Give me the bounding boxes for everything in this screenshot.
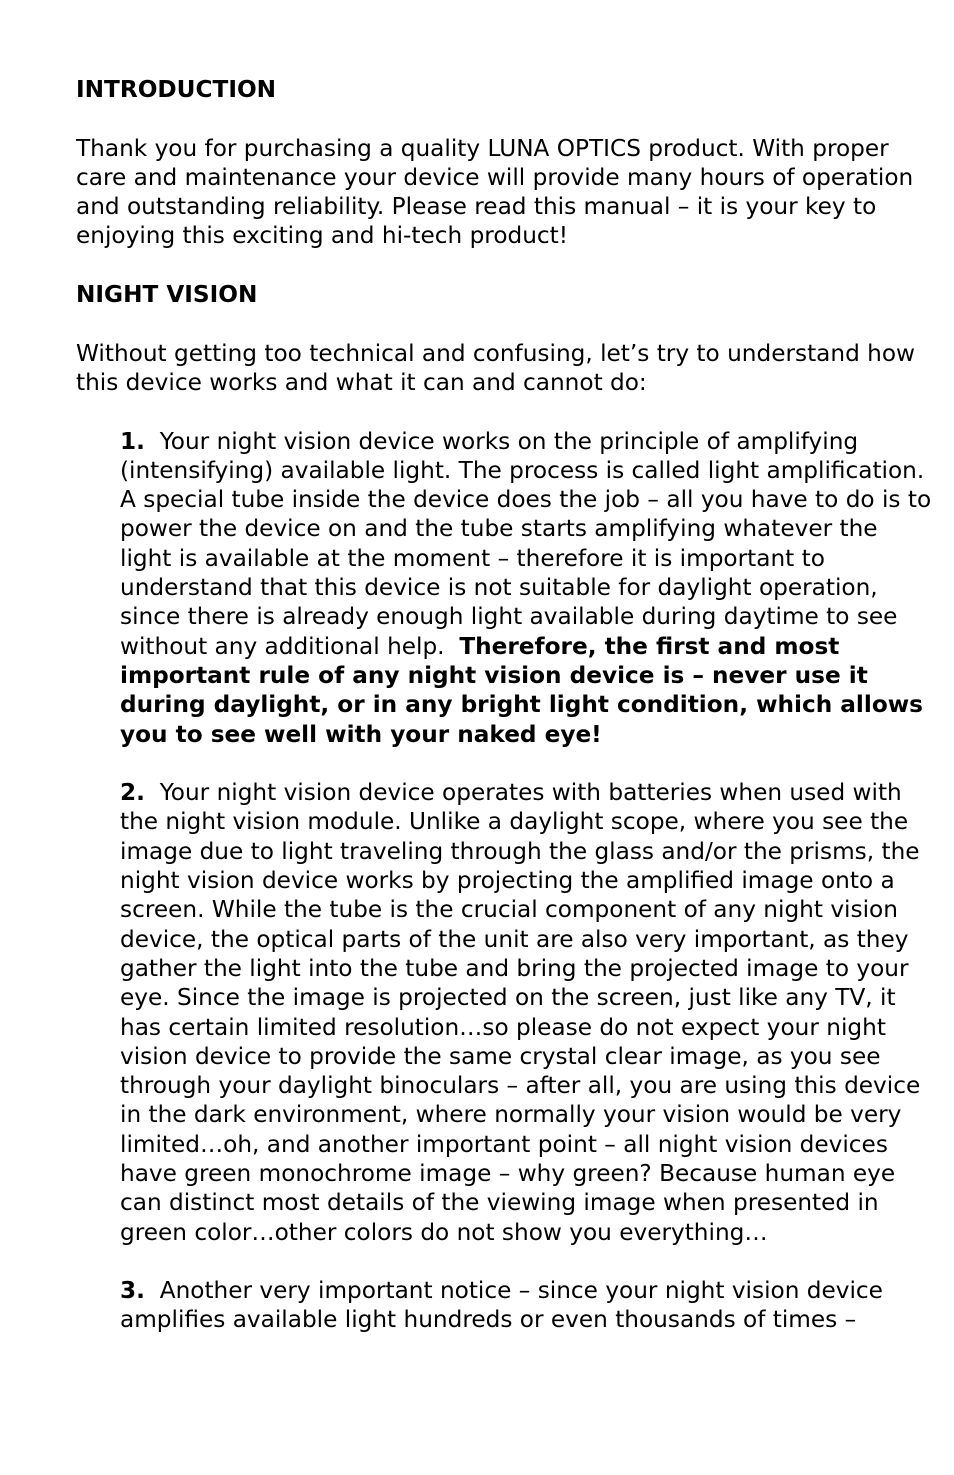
list-item-number: 1. [120, 427, 145, 455]
night-vision-intro-paragraph: Without getting too technical and confusing, let’s try to understand how this device works and what it can and cannot do: [76, 339, 916, 396]
introduction-heading: INTRODUCTION [76, 76, 277, 103]
list-item-number: 3. [120, 1277, 145, 1305]
important-rule-text: Therefore, the first and most important rule of any night vision device is – never use it during daylight, or in any bright light condition, which allows you to see well with your naked eye! [120, 632, 923, 748]
manual-page [76, 75, 936, 1364]
list-item-text: Another very important notice – since your night vision device amplifies available light hundreds or even thousands of times – [120, 1277, 883, 1334]
list-item-3 [120, 1276, 936, 1335]
list-item-1 [120, 427, 936, 749]
introduction-paragraph: Thank you for purchasing a quality LUNA OPTICS product. With proper care and maintenance your device will provide many hours of operation and outstanding reliability. Please read this manual – it is your key to enjoying this exciting and hi-tech product! [76, 134, 914, 250]
night-vision-points-list [76, 427, 936, 1335]
list-item-2 [120, 778, 936, 1247]
night-vision-heading: NIGHT VISION [76, 281, 258, 309]
list-item-text: Your night vision device works on the principle of amplifying (intensifying) available light. The process is called light amplification. A special tube inside the device does the job – all you have to do is to power the device on and the tube starts amplifying whatever the light is available at the moment – therefore it is important to understand that this device is not suitable for daylight operation, since there is already enough light available during daytime to see without any additional help. [120, 427, 932, 660]
list-item-text: Your night vision device operates with batteries when used with the night vision module. Unlike a daylight scope, where you see the image due to light traveling through the glass and/or the prisms, the night vision device works by projecting the amplified image onto a screen. While the tube is the crucial component of any night vision device, the optical parts of the unit are also very important, as they gather the light into the tube and bring the projected image to your eye. Since the image is projected on the screen, just like any TV, it has certain limited resolution…so please do not expect your night vision device to provide the same crystal clear image, as you see through your daylight binoculars – after all, you are using this device in the dark environment, where normally your vision would be very limited…oh, and another important point – all night vision devices have green monochrome image – why green? Because human eye can distinct most details of the viewing image when presented in green color…other colors do not show you everything… [120, 779, 921, 1246]
list-item-number: 2. [120, 779, 145, 807]
